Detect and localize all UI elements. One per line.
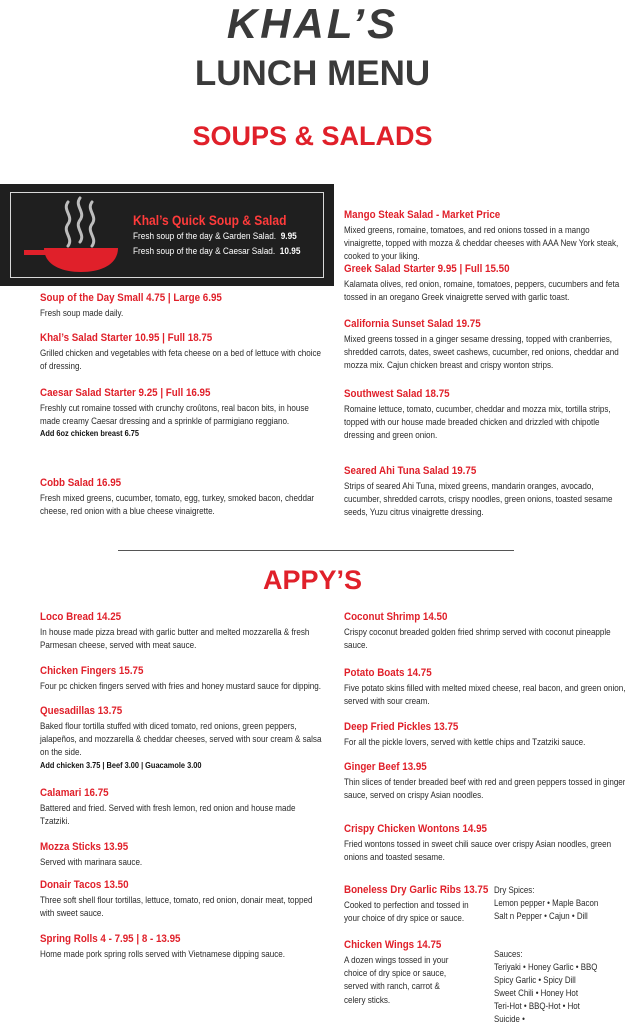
menu-item (344, 317, 619, 372)
item-title: Boneless Dry Garlic Ribs 13.75 (344, 884, 489, 896)
brand-title: KHAL’S (226, 0, 399, 47)
menu-item (40, 610, 310, 651)
item-description: Freshly cut romaine tossed with crunchy croûtons, real bacon bits, in house made creamy Caesar dressing and a sprinkle of parmigiano reggiano. (40, 402, 309, 427)
menu-item (344, 464, 613, 519)
sauces-line: Teri-Hot • BBQ-Hot • Hot (494, 1001, 580, 1011)
dry-spices-list (494, 884, 598, 923)
item-description: Mixed greens, romaine, tomatoes, and red onions tossed in a mango vinaigrette, topped with mozza & cheddar cheeses with AAA New York steak, cooked to your liking. (344, 224, 619, 262)
item-title: Seared Ahi Tuna Salad 19.75 (344, 465, 477, 477)
item-description: Served with marinara sauce. (40, 856, 143, 867)
menu-item (344, 720, 593, 748)
soup-bowl-icon (24, 190, 128, 280)
item-title: Deep Fried Pickles 13.75 (344, 721, 459, 733)
sauces-list (494, 948, 597, 1026)
menu-item (344, 822, 612, 863)
item-title: Khal’s Salad Starter 10.95 | Full 18.75 (40, 332, 213, 344)
item-description: Fresh mixed greens, cucumber, tomato, egg, turkey, smoked bacon, cheddar cheese, red onion with a blue cheese vinaigrette. (40, 492, 315, 517)
item-description: Battered and fried. Served with fresh lemon, red onion and house made Tzatziki. (40, 802, 296, 827)
item-description: Thin slices of tender breaded beef with red and green peppers tossed in ginger sauce, served on crispy Asian noodles. (344, 776, 625, 801)
item-description: Baked flour tortilla stuffed with diced tomato, red onions, green peppers, jalapeños, and mozzarella & cheddar cheeses, served with sour cream & salsa on the side. (40, 720, 322, 758)
sauces-line: Suicide • (494, 1014, 525, 1024)
menu-item (40, 704, 322, 771)
item-title: Chicken Wings 14.75 (344, 939, 442, 951)
dry-spices-line: Lemon pepper • Maple Bacon (494, 898, 599, 908)
menu-subtitle: LUNCH MENU (194, 54, 431, 93)
sauces-line: Sweet Chili • Honey Hot (494, 988, 579, 998)
item-title: Coconut Shrimp 14.50 (344, 611, 448, 623)
item-description: Crispy coconut breaded golden fried shrimp served with coconut pineapple sauce. (344, 626, 611, 651)
section-title-soups-salads: SOUPS & SALADS (192, 121, 433, 151)
item-title: Cobb Salad 16.95 (40, 477, 122, 489)
menu-item (344, 262, 620, 303)
item-title: Potato Boats 14.75 (344, 667, 432, 679)
quick-soup-line-2 (133, 246, 300, 258)
item-description: For all the pickle lovers, served with kettle chips and Tzatziki sauce. (344, 736, 586, 747)
quick-soup-line-2-text: Fresh soup of the day & Caesar Salad. (133, 246, 276, 257)
quick-soup-line-1 (133, 231, 297, 243)
item-title: Mango Steak Salad - Market Price (344, 209, 501, 221)
item-description: Five potato skins filled with melted mixed cheese, real bacon, and green onion, served with sour cream. (344, 682, 625, 707)
item-title: Caesar Salad Starter 9.25 | Full 16.95 (40, 387, 211, 399)
sauces-heading: Sauces: (494, 949, 523, 959)
section-divider (118, 550, 514, 551)
item-description: Fried wontons tossed in sweet chili sauce over crispy Asian noodles, green onions and toasted sesame. (344, 838, 612, 863)
menu-item (344, 760, 625, 801)
item-description: Mixed greens tossed in a ginger sesame dressing, topped with cranberries, shredded carrots, dates, sweet cashews, cucumber, red onions, cheddar and mozza mix. Cajun chicken breast and crispy wonton strips. (344, 333, 619, 371)
menu-item (344, 387, 611, 442)
item-title: California Sunset Salad 19.75 (344, 318, 481, 330)
item-title: Loco Bread 14.25 (40, 611, 122, 623)
menu-item (40, 840, 289, 868)
menu-item (40, 291, 289, 319)
quick-soup-line-1-price: 9.95 (280, 231, 297, 242)
item-title: Quesadillas 13.75 (40, 705, 123, 717)
item-title: Chicken Fingers 15.75 (40, 665, 144, 677)
item-title: Spring Rolls 4 - 7.95 | 8 - 13.95 (40, 933, 181, 945)
menu-item (40, 476, 315, 517)
item-description: Romaine lettuce, tomato, cucumber, cheddar and mozza mix, tortilla strips, topped with our house made breaded chicken and drizzled with chipotle dressing and green onion. (344, 403, 611, 441)
item-add-on-note: Add chicken 3.75 | Beef 3.00 | Guacamole 3.00 (40, 759, 202, 770)
item-description: Grilled chicken and vegetables with feta cheese on a bed of lettuce with choice of dressing. (40, 347, 322, 372)
menu-item (40, 664, 321, 692)
item-title: Greek Salad Starter 9.95 | Full 15.50 (344, 263, 510, 275)
item-title: Southwest Salad 18.75 (344, 388, 450, 400)
item-description: Cooked to perfection and tossed in your choice of dry spice or sauce. (344, 899, 469, 924)
item-description: A dozen wings tossed in your choice of dry spice or sauce, served with ranch, carrot & celery sticks. (344, 954, 449, 1005)
item-title: Soup of the Day Small 4.75 | Large 6.95 (40, 292, 222, 304)
item-add-on-note: Add 6oz chicken breast 6.75 (40, 428, 139, 439)
item-title: Ginger Beef 13.95 (344, 761, 427, 773)
menu-item (40, 386, 309, 439)
section-title-appys: APPY’S (262, 565, 363, 595)
menu-item (40, 932, 289, 960)
menu-item (40, 331, 322, 372)
quick-soup-line-2-price: 10.95 (279, 246, 301, 257)
item-description: Four pc chicken fingers served with fries and honey mustard sauce for dipping. (40, 680, 321, 691)
item-title: Calamari 16.75 (40, 787, 109, 799)
menu-item (40, 786, 296, 827)
item-description: Fresh soup made daily. (40, 307, 124, 318)
item-title: Donair Tacos 13.50 (40, 879, 129, 891)
item-description: In house made pizza bread with garlic butter and melted mozzarella & fresh Parmesan cheese, served with meat sauce. (40, 626, 310, 651)
dry-spices-heading: Dry Spices: (494, 885, 535, 895)
item-description: Home made pork spring rolls served with Vietnamese dipping sauce. (40, 948, 285, 959)
item-title: Mozza Sticks 13.95 (40, 841, 129, 853)
quick-soup-line-1-text: Fresh soup of the day & Garden Salad. (133, 231, 277, 242)
item-description: Three soft shell flour tortillas, lettuce, tomato, red onion, donair meat, topped with sweet sauce. (40, 894, 313, 919)
menu-item (344, 666, 625, 707)
item-title: Crispy Chicken Wontons 14.95 (344, 823, 487, 835)
menu-item (344, 610, 611, 651)
dry-spices-line: Salt n Pepper • Cajun • Dill (494, 911, 588, 921)
menu-item (40, 878, 313, 919)
menu-item (344, 208, 619, 263)
item-description: Strips of seared Ahi Tuna, mixed greens, mandarin oranges, avocado, cucumber, shredded carrots, crispy noodles, green onions, toasted sesame seeds, Yuzu citrus vinaigrette dressing. (344, 480, 613, 518)
sauces-line: Spicy Garlic • Spicy Dill (494, 975, 576, 985)
quick-soup-title: Khal’s Quick Soup & Salad (133, 212, 287, 228)
item-description: Kalamata olives, red onion, romaine, tomatoes, peppers, cucumbers and feta tossed in an oregano Greek vinaigrette served with garlic toast. (344, 278, 620, 303)
sauces-line: Teriyaki • Honey Garlic • BBQ (494, 962, 598, 972)
